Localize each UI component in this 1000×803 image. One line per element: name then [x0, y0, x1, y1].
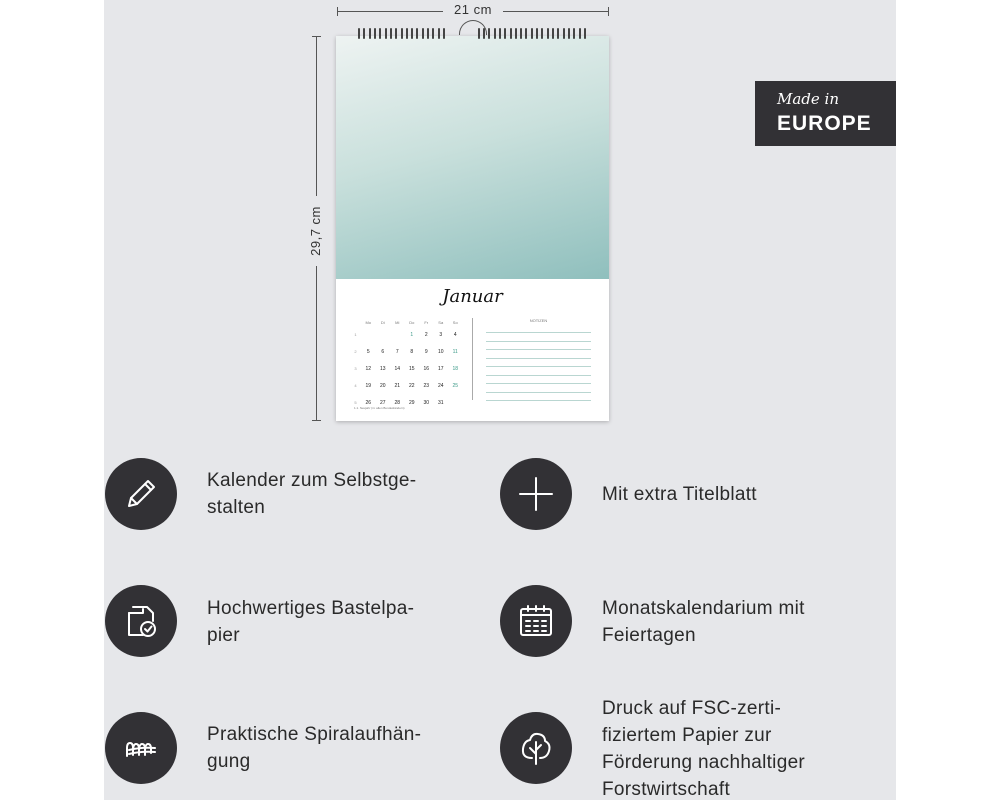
- calendar-day: 25: [452, 382, 459, 389]
- spiral-coil: [478, 28, 480, 39]
- spiral-coil: [411, 28, 413, 39]
- feature-text-line: Druck auf FSC-zerti-: [602, 698, 782, 719]
- spiral-coil: [510, 28, 512, 39]
- spiral-coil: [385, 28, 387, 39]
- spiral-coil: [488, 28, 490, 39]
- weekday-label: Mo: [365, 319, 372, 325]
- spiral-coil: [374, 28, 376, 39]
- spiral-coil: [483, 28, 485, 39]
- spiral-coil: [520, 28, 522, 39]
- feature-text-line: Feiertagen: [602, 625, 696, 646]
- notes-line: [486, 392, 591, 393]
- weekday-label: Mi: [395, 319, 400, 325]
- calendar-day: 29: [408, 399, 415, 406]
- calendar-day: 15: [408, 365, 415, 372]
- feature-text-6: [602, 695, 805, 803]
- feature-text-line: fiziertem Papier zur: [602, 725, 772, 746]
- spiral-coil: [358, 28, 360, 39]
- spiral-coil: [390, 28, 392, 39]
- notes-line: [486, 349, 591, 350]
- feature-text-line: pier: [207, 625, 240, 646]
- calendar-mockup: [336, 36, 609, 421]
- calendar-week-row: [350, 360, 468, 377]
- calendar-day: 24: [437, 382, 444, 389]
- weekday-label: So: [452, 319, 458, 325]
- calendar-week-row: [350, 326, 468, 343]
- calendar-day: 2: [424, 331, 428, 338]
- spiral-coil: [552, 28, 554, 39]
- spiral-coil: [369, 28, 371, 39]
- calendar-footnote: 1.1. Neujahr (in: allen Bundesländern): [354, 406, 405, 410]
- calendar-day: 3: [439, 331, 443, 338]
- spiral-coil: [525, 28, 527, 39]
- width-dimension-label: 21 cm: [443, 2, 503, 17]
- feature-text-line: Hochwertiges Bastelpa-: [207, 598, 415, 619]
- weekday-label: Do: [409, 319, 415, 325]
- feature-text-line: stalten: [207, 497, 266, 518]
- notes-line: [486, 332, 591, 333]
- feature-text-line: Kalender zum Selbstge-: [207, 470, 417, 491]
- calendar-day: 18: [452, 365, 459, 372]
- calendar-day: 22: [408, 382, 415, 389]
- feature-text-5: [207, 721, 421, 775]
- paper-check-icon: [105, 585, 177, 657]
- height-dimension-label: 29,7 cm: [308, 196, 326, 266]
- spiral-coil: [401, 28, 403, 39]
- notes-line: [486, 383, 591, 384]
- spiral-coil: [504, 28, 506, 39]
- feature-text-line: Förderung nachhaltiger: [602, 752, 806, 773]
- notes-line: [486, 358, 591, 359]
- calendar-day: 4: [453, 331, 457, 338]
- calendar-day: 30: [423, 399, 430, 406]
- spiral-coil: [494, 28, 496, 39]
- spiral-coil: [547, 28, 549, 39]
- notes-line: [486, 400, 591, 401]
- calendar-photo-area: [336, 36, 609, 279]
- made-in-europe-badge: [755, 81, 896, 146]
- calendar-day: 28: [394, 399, 401, 406]
- week-number: 5: [354, 400, 357, 405]
- week-number: 2: [354, 349, 357, 354]
- calendar-divider: [472, 318, 473, 400]
- spiral-coil: [379, 28, 381, 39]
- feature-text-2: [602, 481, 757, 508]
- feature-text-line: Forstwirtschaft: [602, 779, 731, 800]
- spiral-coil: [395, 28, 397, 39]
- notes-heading: NOTIZEN: [529, 318, 548, 323]
- calendar-day: 23: [423, 382, 430, 389]
- weekday-header: [350, 318, 468, 326]
- feature-text-4: [602, 595, 805, 649]
- spiral-coil: [438, 28, 440, 39]
- plus-icon: [500, 458, 572, 530]
- calendar-day: 21: [394, 382, 401, 389]
- feature-text-1: [207, 467, 416, 521]
- spiral-coil: [584, 28, 586, 39]
- spiral-coil: [422, 28, 424, 39]
- calendar-day: 1: [410, 331, 414, 338]
- weekday-label: Sa: [438, 319, 444, 325]
- spiral-coil: [406, 28, 408, 39]
- spiral-coil: [536, 28, 538, 39]
- feature-text-3: [207, 595, 414, 649]
- calendar-day: 14: [394, 365, 401, 372]
- calendar-day: 27: [379, 399, 386, 406]
- calendar-day: 16: [423, 365, 430, 372]
- feature-text-line: Praktische Spiralaufhän-: [207, 724, 422, 745]
- week-number: 4: [354, 383, 357, 388]
- spiral-coil: [427, 28, 429, 39]
- spiral-binding: [358, 28, 586, 42]
- calendar-day: 10: [437, 348, 444, 355]
- spiral-coil: [363, 28, 365, 39]
- feature-text-line: Monatskalendarium mit: [602, 598, 805, 619]
- feature-text-line: Mit extra Titelblatt: [602, 484, 757, 505]
- weekday-label: Fr: [424, 319, 429, 325]
- calendar-icon: [500, 585, 572, 657]
- spiral-coil: [568, 28, 570, 39]
- calendar-week-row: [350, 377, 468, 394]
- notes-line: [486, 341, 591, 342]
- spiral-coil: [443, 28, 445, 39]
- week-number: 3: [354, 366, 357, 371]
- calendar-day: 19: [365, 382, 372, 389]
- calendar-week-row: [350, 343, 468, 360]
- calendar-day: 13: [379, 365, 386, 372]
- spiral-coil: [557, 28, 559, 39]
- calendar-day: 9: [424, 348, 428, 355]
- feature-text-line: gung: [207, 751, 251, 772]
- badge-main-text: EUROPE: [777, 112, 872, 135]
- spiral-coil: [563, 28, 565, 39]
- calendar-day: 11: [452, 348, 458, 355]
- calendar-day: 12: [365, 365, 372, 372]
- notes-line: [486, 375, 591, 376]
- calendar-day: 6: [381, 348, 385, 355]
- calendar-grid: [350, 318, 468, 411]
- calendar-month-title: Januar: [442, 286, 503, 307]
- spiral-coil: [531, 28, 533, 39]
- calendar-day: 8: [410, 348, 414, 355]
- pencil-icon: [105, 458, 177, 530]
- week-number: 1: [354, 332, 357, 337]
- spiral-coil: [499, 28, 501, 39]
- calendar-day: 26: [365, 399, 372, 406]
- spiral-coil: [541, 28, 543, 39]
- spiral-coil: [416, 28, 418, 39]
- weekday-label: Di: [380, 319, 385, 325]
- calendar-day: 31: [437, 399, 444, 406]
- spiral-coil: [432, 28, 434, 39]
- spiral-icon: [105, 712, 177, 784]
- calendar-day: 17: [437, 365, 444, 372]
- notes-line: [486, 366, 591, 367]
- spiral-coil: [579, 28, 581, 39]
- spiral-coil: [515, 28, 517, 39]
- calendar-day: 7: [395, 348, 399, 355]
- badge-script-text: Made in: [777, 90, 840, 108]
- calendar-day: 5: [366, 348, 370, 355]
- tree-icon: [500, 712, 572, 784]
- calendar-day: 20: [379, 382, 386, 389]
- spiral-coil: [573, 28, 575, 39]
